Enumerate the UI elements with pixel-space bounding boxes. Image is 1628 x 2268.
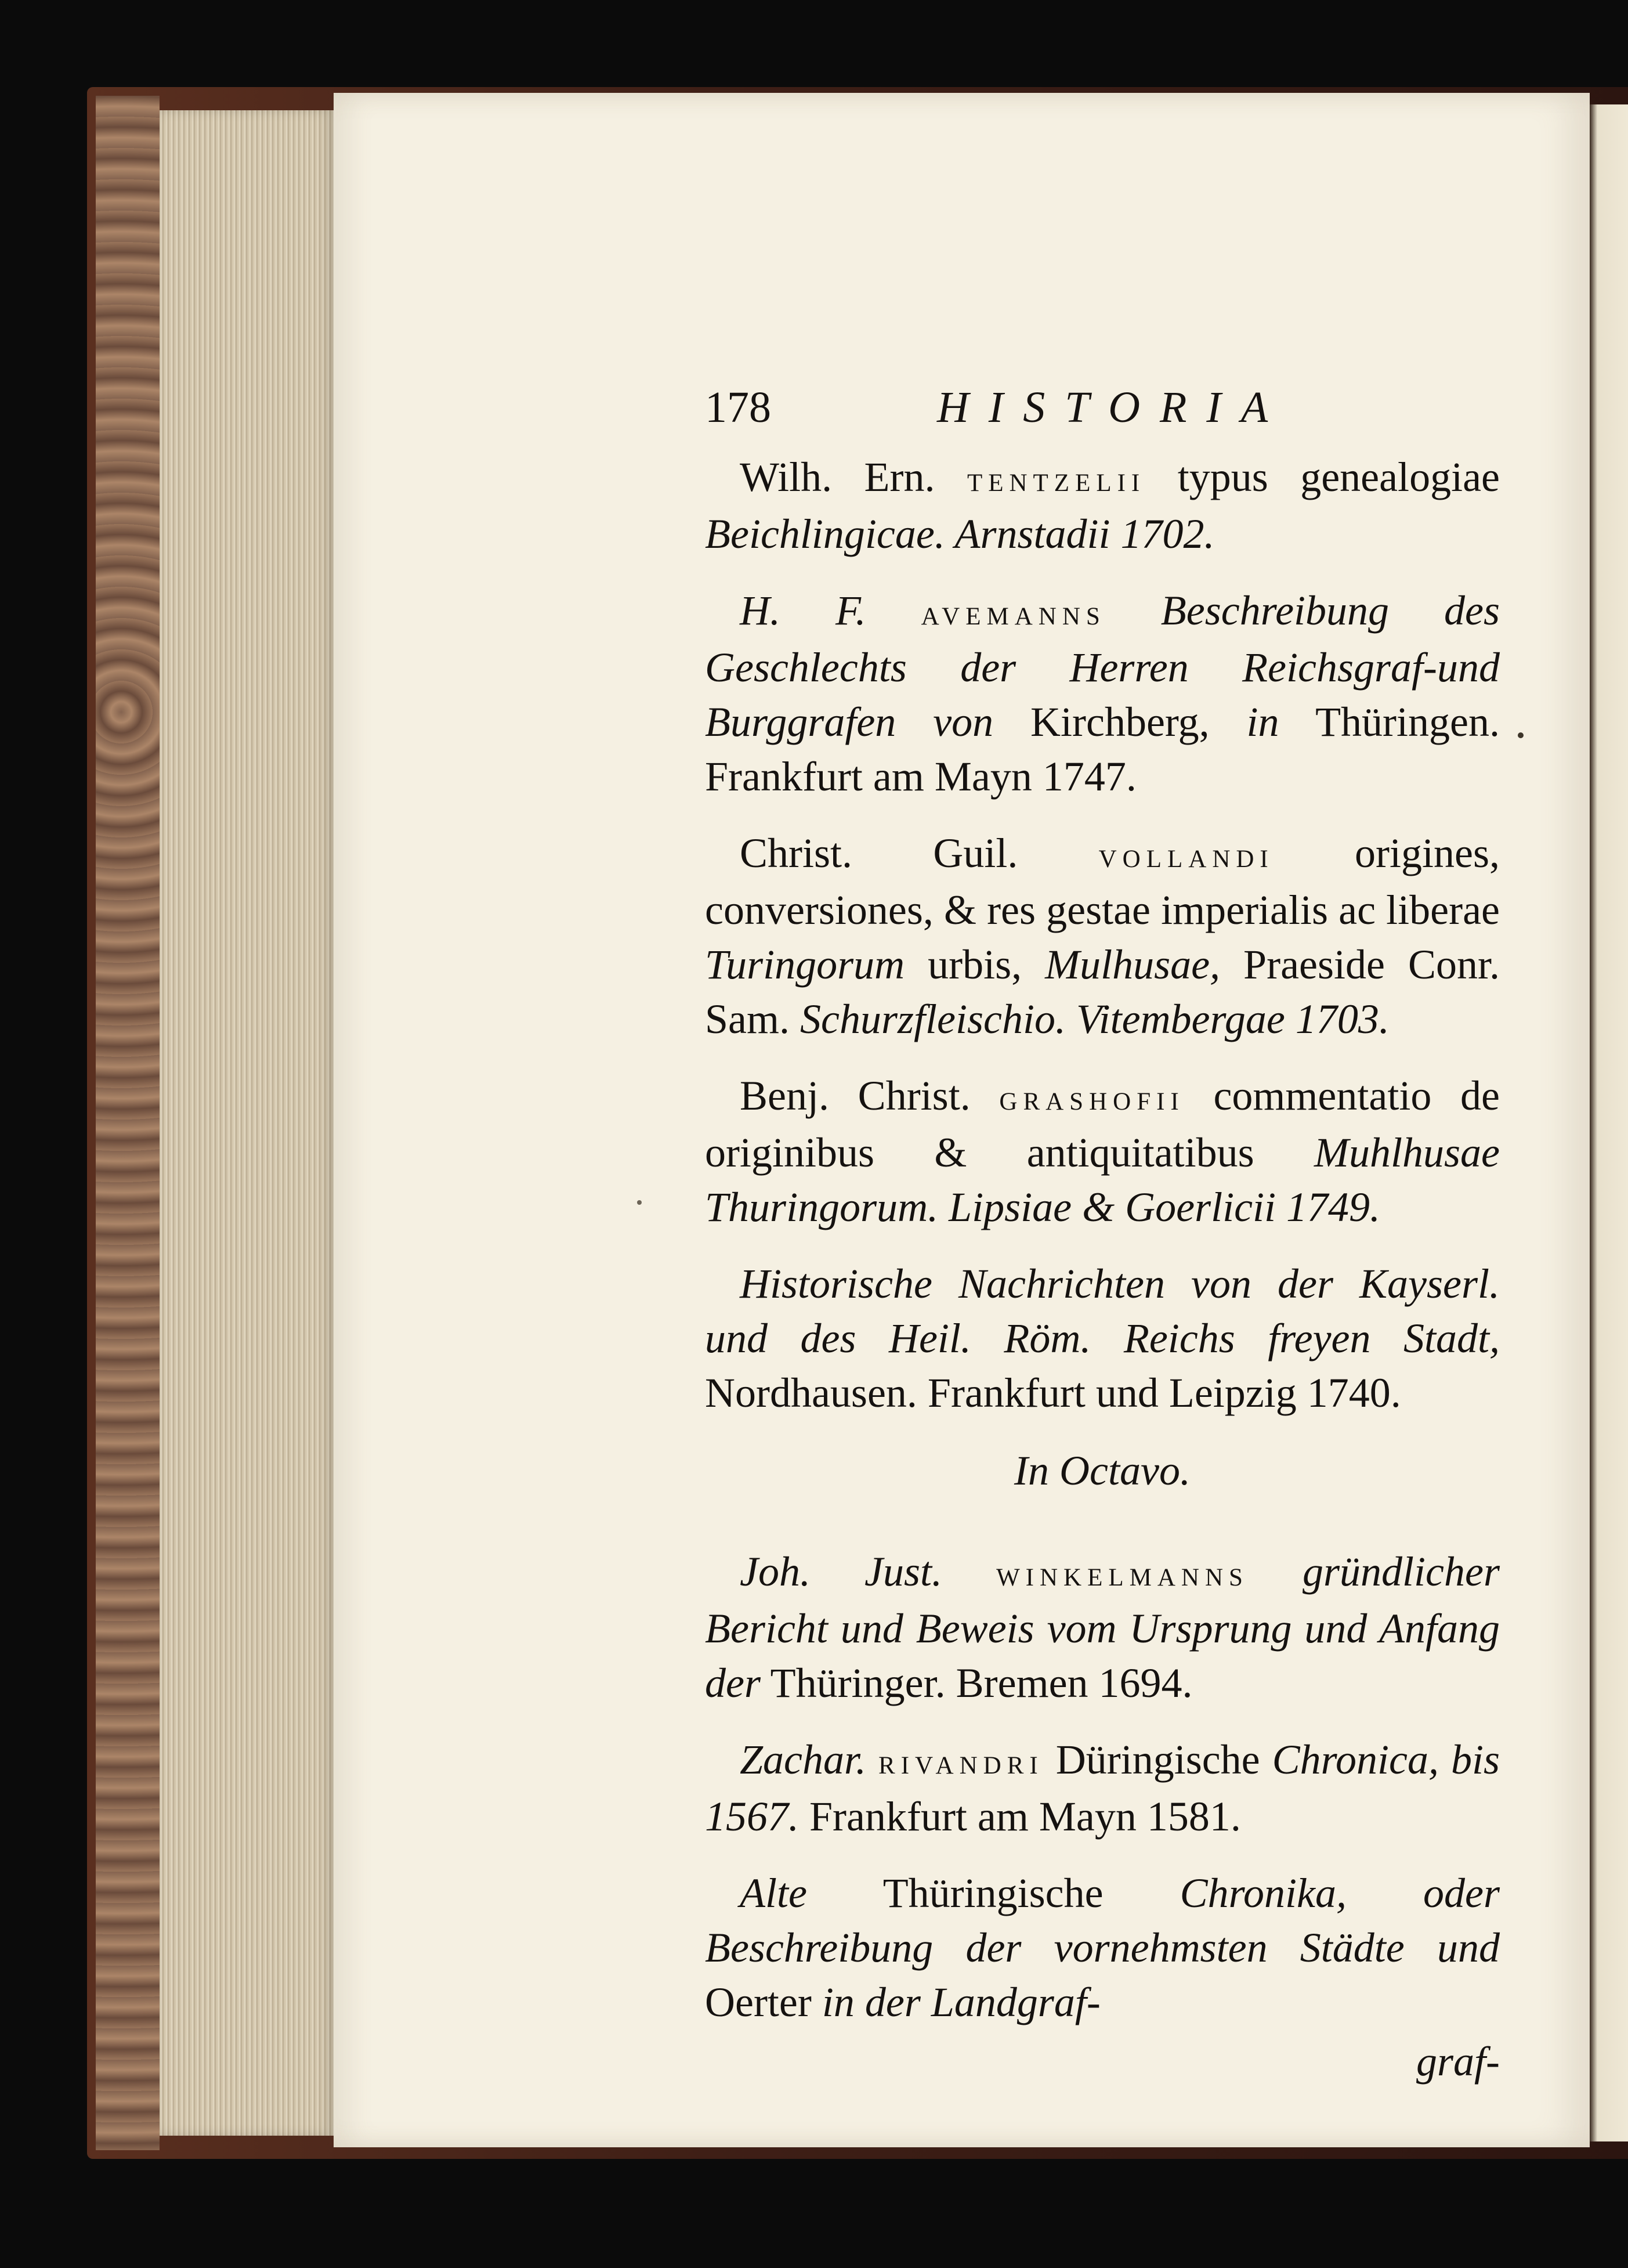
bibliography-entry — [705, 1544, 1500, 1710]
entry-text: Frankfurt am Mayn 1581. — [799, 1793, 1241, 1840]
bibliography-entries-octavo — [705, 1544, 1500, 2029]
entry-text: Christ. Guil. — [740, 830, 1099, 876]
entry-text: urbis, — [905, 941, 1045, 988]
bibliography-entry — [705, 1068, 1500, 1234]
entry-text: Thüringen. Frankfurt am Mayn 1747. — [705, 699, 1500, 800]
author-name: grashofii — [999, 1078, 1185, 1118]
bibliography-entries — [705, 450, 1500, 1420]
entry-text: commentatio de originibus & antiquitatibus — [705, 1072, 1500, 1176]
ink-speck — [637, 1200, 642, 1205]
page-edges — [160, 110, 334, 2136]
entry-text: Alte — [740, 1870, 807, 1916]
marbled-edge — [96, 96, 160, 2150]
entry-text: Historische Nachrichten von der Kayserl. und des Heil. Röm. Reichs freyen Stadt, — [705, 1261, 1500, 1361]
catchword: graf- — [1416, 2038, 1500, 2085]
author-name: tentzelii — [967, 460, 1146, 499]
section-heading: In Octavo. — [1014, 1447, 1191, 1494]
entry-text: Turingorum — [705, 941, 905, 988]
running-head — [705, 380, 1500, 444]
entry-text: Benj. Christ. — [740, 1072, 1000, 1119]
entry-text: Schurzfleischio. Vitembergae 1703. — [800, 996, 1390, 1042]
facing-page-edge — [1590, 104, 1628, 2141]
entry-text: gründlicher Bericht und Beweis vom Ursprung und Anfang der — [705, 1548, 1500, 1706]
ink-speck — [1518, 732, 1524, 738]
page-text — [705, 380, 1500, 2089]
entry-text: Praeside Conr. Sam. — [705, 941, 1500, 1042]
author-name: vollandi — [1098, 836, 1274, 875]
author-name: avemanns — [921, 593, 1106, 633]
bibliography-entry — [705, 1866, 1500, 2029]
entry-text: Chronica, bis 1567. — [705, 1736, 1500, 1840]
bibliography-entry — [705, 450, 1500, 561]
entry-text: Thüringische — [806, 1870, 1180, 1916]
entry-text: Zachar. — [740, 1736, 879, 1783]
running-title: HISTORIA — [937, 383, 1288, 432]
author-name: winkelmanns — [996, 1554, 1249, 1594]
entry-text: Wilh. Ern. — [740, 454, 967, 500]
entry-text: Oerter — [705, 1979, 822, 2025]
entry-text: Nordhausen. Frankfurt und Leipzig 1740. — [705, 1370, 1401, 1416]
entry-text: Beschreibung des Geschlechts der Herren Reichsgraf-und Burggrafen von — [705, 587, 1500, 745]
entry-text: Chronika, oder Beschreibung der vornehmsten Städte und — [705, 1870, 1500, 1971]
page-number: 178 — [705, 383, 771, 432]
bibliography-entry — [705, 1732, 1500, 1844]
entry-text: origines, conversiones, & res gestae imperialis ac liberae — [705, 830, 1500, 933]
entry-text: in der Landgraf- — [822, 1979, 1101, 2025]
entry-text: Düringische — [1043, 1736, 1272, 1783]
entry-text: H. F. — [740, 587, 921, 634]
entry-text: Muhlhusae Thuringorum. Lipsiae & Goerlicii 1749. — [705, 1129, 1500, 1230]
entry-text: Kirchberg, — [993, 699, 1247, 745]
entry-text: in — [1246, 699, 1279, 745]
bibliography-entry — [705, 583, 1500, 804]
bibliography-entry — [705, 826, 1500, 1046]
entry-text: Mulhusae, — [1045, 941, 1221, 988]
entry-text: Joh. Just. — [740, 1548, 997, 1595]
entry-text: Beichlingicae. Arnstadii 1702. — [705, 511, 1215, 557]
bibliography-entry — [705, 1256, 1500, 1420]
author-name: rivandri — [878, 1742, 1044, 1782]
entry-text: Thüringer. Bremen 1694. — [760, 1660, 1193, 1706]
entry-text: typus genealogiae — [1145, 454, 1500, 500]
